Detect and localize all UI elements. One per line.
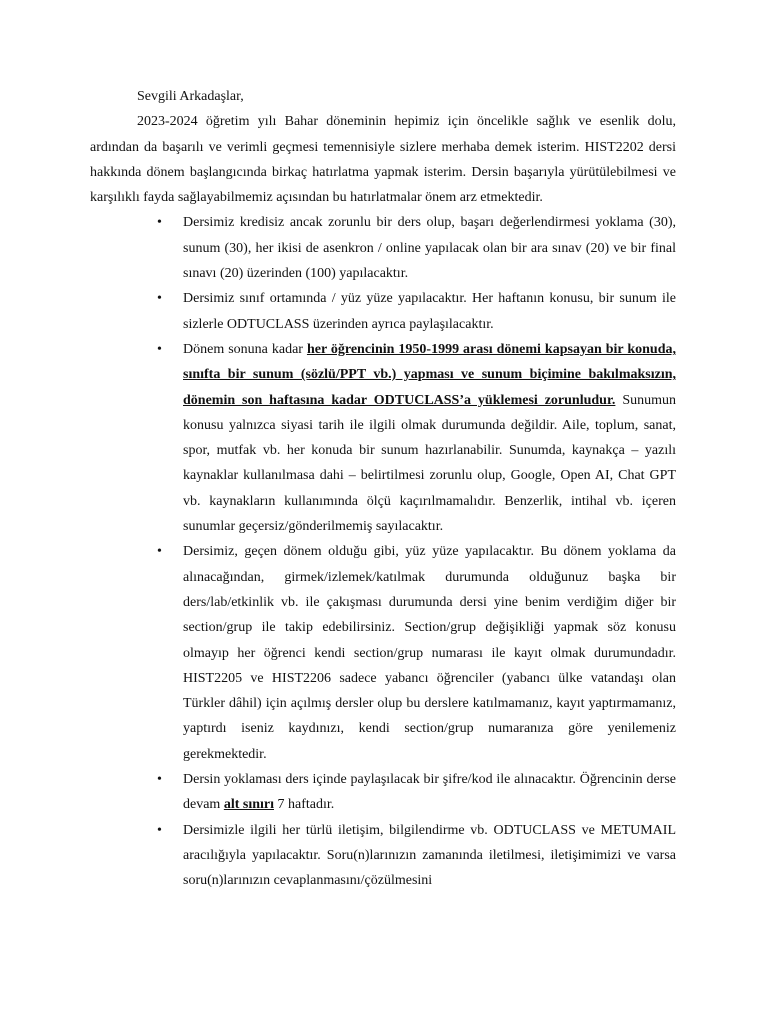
salutation: Sevgili Arkadaşlar, bbox=[137, 89, 244, 104]
attendance-minimum-emphasis: alt sınırı bbox=[223, 797, 274, 813]
list-item bbox=[157, 818, 676, 894]
bullet-icon: • bbox=[157, 822, 162, 838]
bullet-icon: • bbox=[157, 772, 162, 788]
intro-paragraph: 2023-2024 öğretim yılı Bahar döneminin hepimiz için öncelikle sağlık ve esenlik dolu, ardından da başarılı ve verimli geçmesi temennisiyle sizlere merhaba demek isterim. HIST2202 dersi hakkında dönem başlangıcında birkaç hatırlatma yapmak isterim. Dersin başarıyla yürütülebilmesi ve karşılıklı fayda sağlayabilmemiz açısından bu hatırlatmalar önem arz etmektedir. bbox=[90, 114, 676, 206]
bullet-icon: • bbox=[157, 215, 162, 231]
item-text-after: Sunumun konusu yalnızca siyasi tarih ile ilgili olmak durumunda değildir. Aile, toplum, sanat, spor, mutfak vb. her konuda bir sunum hazırlanabilir. Sunumda, kaynakça – yazılı kaynaklar kullanılmasa dahi – belirtilmesi zorunlu olup, Google, Open AI, Chat GPT vb. kaynakların kullanımında ölçü kaçırılmamalıdır. Benzerlik, intihal vb. içeren sunumlar geçersiz/gönderilmemiş sayılacaktır. bbox=[183, 392, 676, 535]
item-text: Dersimiz sınıf ortamında / yüz yüze yapılacaktır. Her haftanın konusu, bir sunum ile sizlerle ODTUCLASS üzerinden ayrıca paylaşılacaktır. bbox=[183, 291, 676, 332]
reminder-list bbox=[90, 210, 676, 893]
presentation-requirement-emphasis: her öğrencinin 1950-1999 arası dönemi kapsayan bir konuda, sınıfta bir sunum (sözlü/PPT vb.) yapması ve sunum biçimine bakılmaksızın, dönemin son haftasına kadar ODTUCLASS’a yüklemesi zorunludur. bbox=[183, 341, 676, 408]
bullet-icon: • bbox=[157, 544, 162, 560]
item-text-after: 7 haftadır. bbox=[274, 797, 335, 813]
list-item bbox=[157, 767, 676, 818]
list-item bbox=[157, 539, 676, 767]
item-text: Dersimiz, geçen dönem olduğu gibi, yüz yüze yapılacaktır. Bu dönem yoklama da alınacağından, girmek/izlemek/katılmak durumunda olduğunuz başka bir ders/lab/etkinlik vb. ile çakışması durumunda dersi yine benim verdiğim diğer bir section/grup ile takip edebilirsiniz. Section/grup değişikliği yapmak söz konusu olmayıp her öğrenci kendi section/grup numarası ile kayıt olmak durumundadır. HIST2205 ve HIST2206 sadece yabancı öğrenciler (yabancı ülke vatandaşı olan Türkler dâhil) için açılmış dersler olup bu derslere katılmamanız, kayıt yaptırmamanız, yaptırdı iseniz kaydınızı, kendi section/grup numaranıza göre yenilemeniz gerekmektedir. bbox=[183, 544, 676, 762]
list-item bbox=[157, 337, 676, 539]
letter-page bbox=[90, 84, 676, 894]
item-text: Dersimizle ilgili her türlü iletişim, bilgilendirme vb. ODTUCLASS ve METUMAIL aracılığıyla yapılacaktır. Soru(n)larınızın zamanında iletilmesi, iletişimimizi ve varsa soru(n)larınızın cevaplanmasını/çözülmesini bbox=[183, 822, 676, 889]
bullet-icon: • bbox=[157, 291, 162, 307]
list-item bbox=[157, 210, 676, 286]
bullet-icon: • bbox=[157, 341, 162, 357]
list-item bbox=[157, 286, 676, 337]
item-text-before: Dersin yoklaması ders içinde paylaşılacak bir şifre/kod ile alınacaktır. Öğrencinin derse devam bbox=[183, 772, 676, 813]
item-text: Dersimiz kredisiz ancak zorunlu bir ders olup, başarı değerlendirmesi yoklama (30), sunum (30), her ikisi de asenkron / online yapılacak olan bir ara sınav (20) ve bir final sınavı (20) üzerinden (100) yapılacaktır. bbox=[183, 215, 676, 282]
item-text-before: Dönem sonuna kadar bbox=[183, 341, 307, 357]
